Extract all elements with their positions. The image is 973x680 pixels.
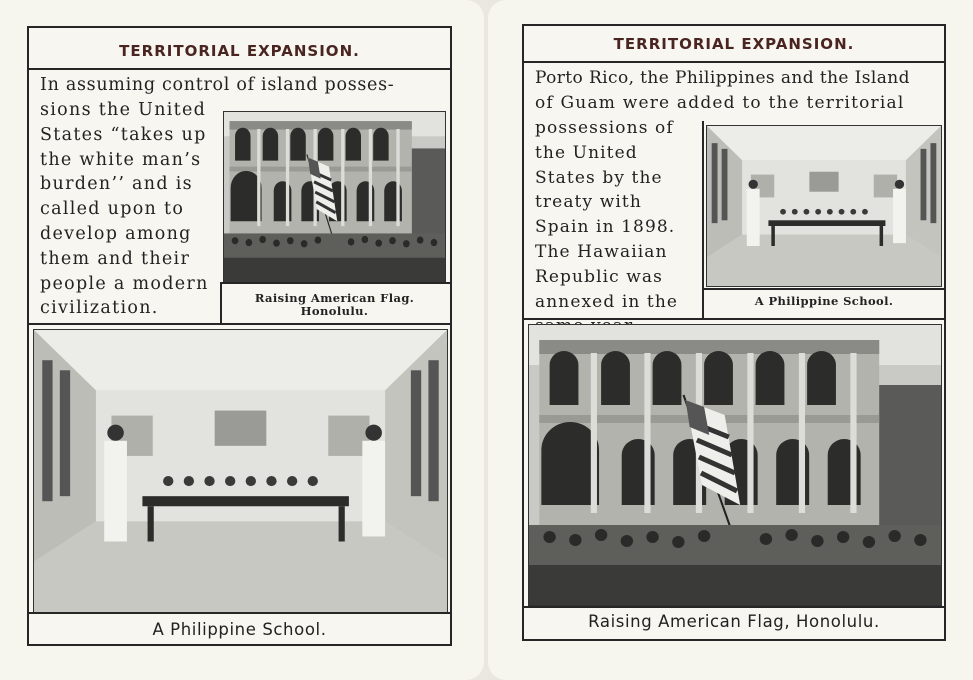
right-card [488, 0, 973, 680]
left-photo-divider-v [220, 283, 222, 323]
left-card-title: TERRITORIAL EXPANSION. [119, 42, 360, 60]
left-card-frame [27, 26, 452, 646]
right-title-divider [524, 61, 944, 63]
left-card-text-line1: In assuming control of island posses- [40, 75, 395, 95]
right-flag-photo [528, 324, 942, 606]
right-card-text-line2: of Guam were added to the territorial [535, 93, 905, 113]
right-card-text-line1: Porto Rico, the Philippines and the Island [535, 68, 910, 88]
left-bottom-divider [29, 612, 450, 614]
right-card-text: possessions of the United States by the treaty with Spain in 1898. The Hawaiian Republic was annexed in the [535, 118, 679, 312]
right-bottom-divider [524, 606, 944, 608]
right-school-photo [706, 125, 942, 287]
left-section-divider [29, 323, 450, 325]
right-section-divider [524, 318, 944, 320]
left-flag-photo [223, 111, 446, 283]
left-photo-divider-h [220, 282, 450, 284]
right-flag-caption: Raising American Flag, Honolulu. [588, 612, 880, 631]
right-card-frame [522, 24, 946, 641]
right-card-title: TERRITORIAL EXPANSION. [613, 35, 855, 53]
left-card [0, 0, 484, 680]
left-card-text: sions the United States “takes up the white man’s burden’’ and is called upon to develop among them and their people a modern civilization. [40, 100, 209, 319]
left-flag-photo-caption: Raising American Flag. Honolulu. [254, 291, 415, 318]
left-school-caption: A Philippine School. [152, 620, 327, 639]
left-title-divider [29, 68, 450, 70]
right-photo-divider-h [702, 288, 944, 290]
left-school-photo [33, 329, 448, 613]
right-school-photo-caption: A Philippine School. [754, 294, 894, 308]
